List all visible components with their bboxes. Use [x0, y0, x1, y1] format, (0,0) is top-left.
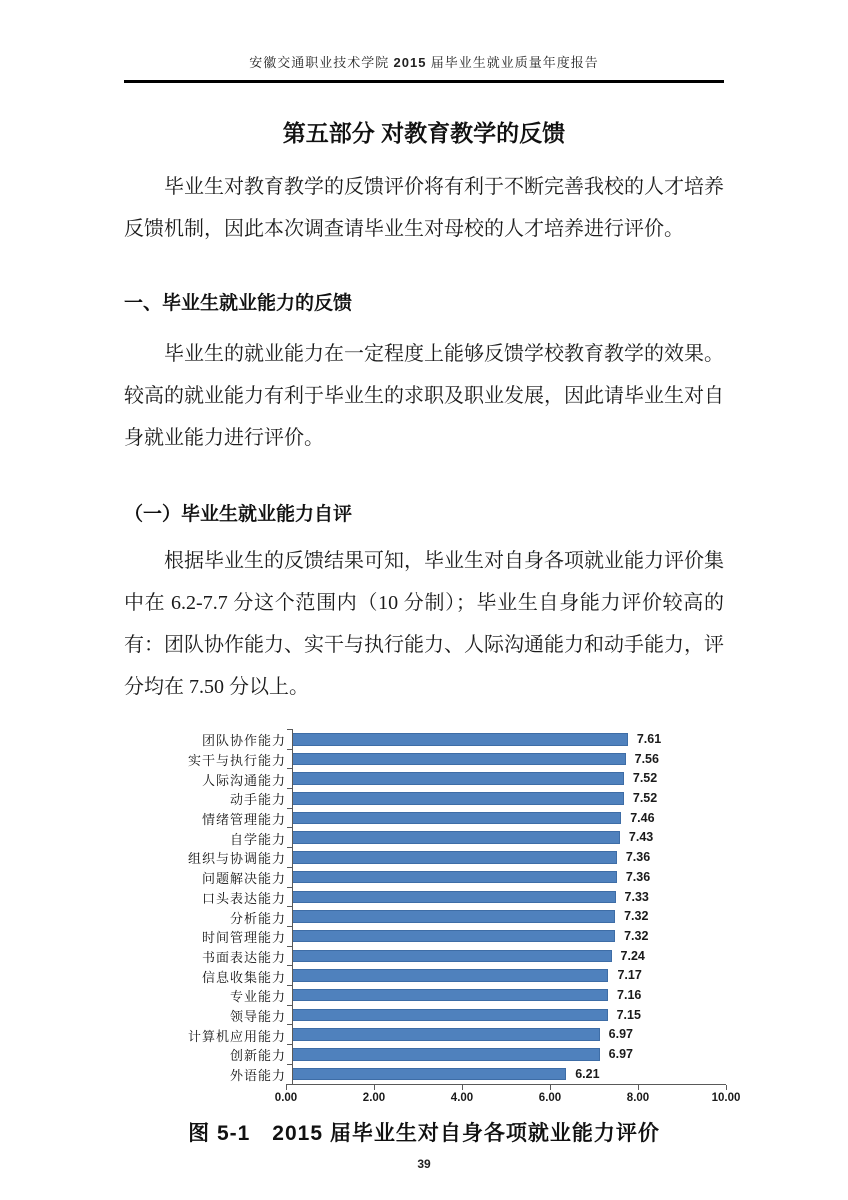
category-label: 实干与执行能力: [187, 753, 286, 769]
y-axis-tick-mark: [287, 847, 293, 848]
category-label: 组织与协调能力: [187, 851, 286, 867]
bar-value-label: 6.97: [608, 1047, 634, 1061]
bar: [293, 851, 617, 864]
bar-value-label: 7.16: [617, 987, 642, 1002]
bar-value-label: 7.15: [616, 1007, 641, 1022]
bar-value-label: 7.32: [624, 909, 649, 924]
bar-track: [292, 966, 733, 986]
bar: [293, 1009, 608, 1022]
category-label: 分析能力: [229, 910, 286, 926]
chart-row: [186, 789, 724, 809]
category-label: 外语能力: [229, 1068, 286, 1084]
bar: [293, 831, 620, 844]
bar: [293, 753, 626, 766]
bar-track: [292, 888, 733, 908]
y-axis-tick-mark: [287, 1044, 293, 1045]
bar-track: [292, 947, 733, 967]
x-axis-tick-label: 2.00: [362, 1092, 386, 1105]
chart-row: [186, 848, 724, 868]
chart-row: [186, 888, 724, 908]
category-label: 口头表达能力: [201, 890, 286, 906]
x-axis-tick-mark: [638, 1085, 639, 1090]
x-axis-tick-label: 4.00: [450, 1092, 474, 1105]
chart-row: [186, 907, 724, 927]
chart-row: [186, 1045, 724, 1065]
y-axis-tick-mark: [287, 827, 293, 828]
chart-row: [186, 809, 724, 829]
bar-track: [292, 907, 733, 927]
category-label: 问题解决能力: [201, 871, 286, 887]
category-label: 团队协作能力: [201, 733, 286, 749]
x-axis-tick-label: 0.00: [274, 1092, 298, 1105]
bar-track: [292, 1065, 733, 1085]
y-axis-tick-mark: [287, 1005, 293, 1006]
chart-plot-area: [186, 730, 724, 1084]
chart-x-axis: [274, 1084, 741, 1113]
category-label: 创新能力: [229, 1048, 286, 1064]
y-axis-tick-mark: [287, 946, 293, 947]
bar: [293, 989, 608, 1002]
part-title: 第五部分 对教育教学的反馈: [282, 120, 566, 146]
category-label: 领导能力: [229, 1008, 286, 1024]
bar: [293, 1028, 600, 1041]
chart-row: [186, 947, 724, 967]
bar: [293, 969, 608, 982]
chart-row: [186, 927, 724, 947]
category-label: 计算机应用能力: [187, 1028, 286, 1044]
employment-ability-bar-chart: [186, 730, 741, 1113]
y-axis-tick-mark: [287, 788, 293, 789]
bar-track: [292, 1045, 733, 1065]
bar: [293, 1048, 600, 1061]
category-label: 时间管理能力: [201, 930, 286, 946]
bar-value-label: 7.61: [636, 732, 662, 746]
x-axis-tick-mark: [726, 1085, 727, 1090]
bar-value-label: 7.36: [625, 850, 651, 865]
chart-row: [186, 730, 724, 750]
bar-track: [292, 986, 733, 1006]
x-axis-tick-mark: [286, 1085, 287, 1090]
paragraph-1: 毕业生的就业能力在一定程度上能够反馈学校教育教学的效果。较高的就业能力有利于毕业生的求职及职业发展，因此请毕业生对自身就业能力进行评价。: [124, 343, 724, 449]
section-heading-2: （一）毕业生就业能力自评: [124, 504, 353, 525]
bar-track: [292, 769, 733, 789]
bar-value-label: 6.97: [608, 1027, 634, 1042]
y-axis-tick-mark: [287, 906, 293, 907]
bar: [293, 930, 615, 943]
bar: [293, 792, 624, 805]
paragraph-2: 根据毕业生的反馈结果可知，毕业生对自身各项就业能力评价集中在 6.2-7.7 分这个范围内（10 分制）；毕业生自身能力评价较高的有：团队协作能力、实干与执行能力、人际沟通能力和动手能力，评分均在 7.50 分以上。: [124, 550, 724, 698]
chart-row: [186, 1006, 724, 1026]
x-axis-tick-label: 8.00: [626, 1092, 650, 1105]
category-label: 书面表达能力: [201, 949, 286, 965]
report-page: [124, 0, 741, 1172]
chart-row: [186, 1025, 724, 1045]
y-axis-tick-mark: [287, 729, 293, 730]
bar: [293, 812, 621, 825]
y-axis-tick-mark: [287, 808, 293, 809]
chart-row: [186, 750, 724, 770]
bar-track: [292, 1006, 733, 1026]
bar-track: [292, 1025, 733, 1045]
bar-value-label: 7.46: [630, 810, 655, 825]
x-axis-tick-label: 6.00: [538, 1092, 562, 1105]
bar: [293, 1068, 566, 1081]
bar: [293, 910, 615, 923]
bar-value-label: 6.21: [575, 1066, 600, 1081]
y-axis-tick-mark: [287, 887, 293, 888]
bar-track: [292, 828, 733, 848]
figure-caption: 图 5-1 2015 届毕业生对自身各项就业能力评价: [188, 1122, 660, 1146]
y-axis-tick-mark: [287, 749, 293, 750]
y-axis-tick-mark: [287, 768, 293, 769]
intro-paragraph: 毕业生对教育教学的反馈评价将有利于不断完善我校的人才培养反馈机制，因此本次调查请毕业生对母校的人才培养进行评价。: [124, 176, 724, 240]
bar: [293, 950, 612, 963]
bar-track: [292, 927, 733, 947]
running-header: [124, 0, 724, 83]
category-label: 人际沟通能力: [201, 772, 286, 788]
category-label: 信息收集能力: [201, 969, 286, 985]
running-header-text-suffix: 届毕业生就业质量年度报告: [426, 55, 599, 70]
bar: [293, 891, 616, 904]
running-header-text-prefix: 安徽交通职业技术学院: [249, 55, 394, 70]
section-heading-1: 一、毕业生就业能力的反馈: [124, 293, 353, 314]
bar-track: [292, 730, 733, 750]
bar-value-label: 7.32: [624, 928, 649, 943]
category-label: 自学能力: [229, 831, 286, 847]
bar: [293, 871, 617, 884]
category-label: 专业能力: [229, 989, 286, 1005]
chart-row: [186, 828, 724, 848]
bar-track: [292, 868, 733, 888]
bar-value-label: 7.56: [634, 751, 659, 766]
y-axis-tick-mark: [287, 1064, 293, 1065]
bar-track: [292, 809, 733, 829]
category-label: 动手能力: [229, 792, 286, 808]
bar-track: [292, 848, 733, 868]
y-axis-tick-mark: [287, 965, 293, 966]
x-axis-tick-label: 10.00: [711, 1092, 741, 1105]
x-axis-tick-mark: [462, 1085, 463, 1090]
chart-row: [186, 966, 724, 986]
bar-value-label: 7.52: [632, 791, 658, 806]
bar-value-label: 7.36: [625, 869, 651, 884]
chart-row: [186, 769, 724, 789]
bar-value-label: 7.17: [617, 968, 642, 983]
bar-value-label: 7.43: [628, 830, 654, 845]
bar: [293, 733, 628, 746]
bar-value-label: 7.24: [620, 948, 645, 963]
y-axis-tick-mark: [287, 926, 293, 927]
bar-track: [292, 789, 733, 809]
bar-value-label: 7.52: [632, 771, 658, 786]
y-axis-tick-mark: [287, 867, 293, 868]
x-axis-tick-mark: [374, 1085, 375, 1090]
chart-row: [186, 986, 724, 1006]
x-axis-tick-mark: [550, 1085, 551, 1090]
bar: [293, 772, 624, 785]
bar-track: [292, 750, 733, 770]
bar-value-label: 7.33: [624, 889, 649, 904]
y-axis-tick-mark: [287, 985, 293, 986]
category-label: 情绪管理能力: [201, 812, 286, 828]
page-number: 39: [417, 1157, 431, 1172]
y-axis-tick-mark: [287, 1024, 293, 1025]
running-header-year: 2015: [393, 55, 427, 70]
chart-row: [186, 1065, 724, 1085]
chart-row: [186, 868, 724, 888]
